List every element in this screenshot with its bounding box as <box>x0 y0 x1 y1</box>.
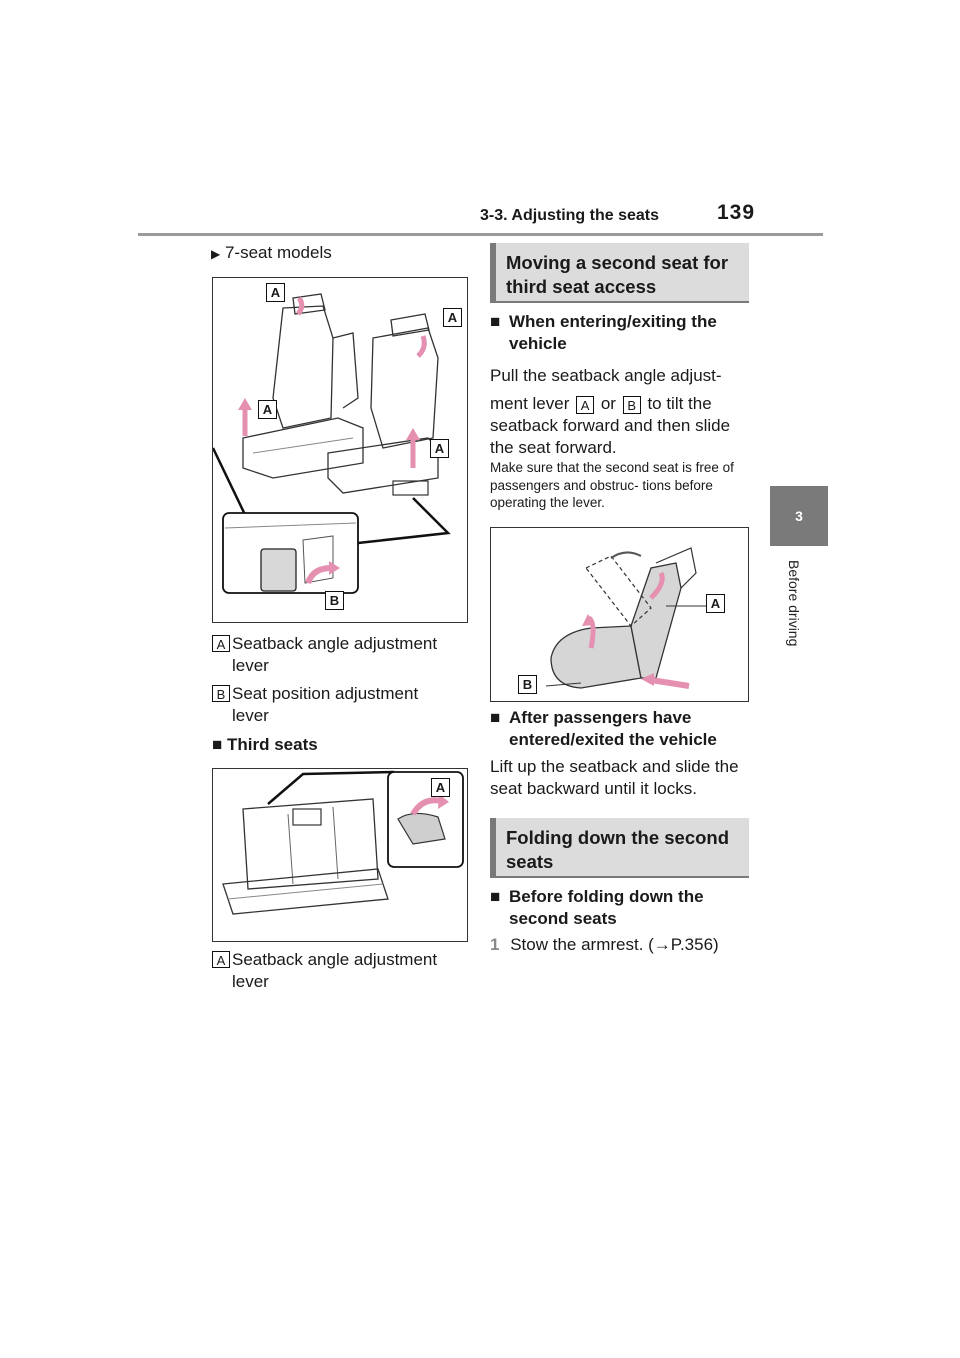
figure-label-a: A <box>258 400 277 419</box>
legend-key: B <box>212 685 230 702</box>
figure-third-seats <box>212 768 468 942</box>
third-row-illustration <box>213 769 466 940</box>
header-rule <box>138 233 823 236</box>
body-text: ment lever <box>490 394 570 413</box>
legend-key: A <box>212 951 230 968</box>
note-text: Make sure that the second seat is free of passengers and obstruc- tions before operating the lever. <box>490 460 734 510</box>
legend-text: Seat position adjustment lever <box>232 684 419 725</box>
bullet-heading <box>211 242 332 265</box>
subheading-third-seats <box>212 734 318 756</box>
section-heading: Moving a second seat for third seat access <box>490 243 749 303</box>
legend-item <box>212 633 472 675</box>
step-number: 1 <box>490 935 500 954</box>
legend-item <box>212 949 472 991</box>
body-text: or <box>600 394 616 413</box>
square-bullet-icon: ■ <box>212 735 223 754</box>
legend-key: A <box>212 635 230 652</box>
figure-label-b: B <box>325 591 344 610</box>
step-item <box>490 934 750 956</box>
subheading-text: Third seats <box>227 735 318 754</box>
square-bullet-icon: ■ <box>490 887 501 906</box>
subheading-text: After passengers have entered/exited the vehicle <box>509 708 717 749</box>
chapter-tab-label: Before driving <box>786 560 802 647</box>
subheading-text: Before folding down the second seats <box>509 887 704 928</box>
inline-key-b: B <box>623 396 641 414</box>
bullet-heading-text: 7-seat models <box>224 243 332 262</box>
body-line: seatback forward and then slide <box>490 416 731 435</box>
figure-second-seat-access <box>490 527 749 702</box>
section-heading: Folding down the second seats <box>490 818 749 878</box>
inline-key-a: A <box>576 396 594 414</box>
figure-label-b: B <box>518 675 537 694</box>
chapter-tab-number: 3 <box>795 508 803 524</box>
legend-item <box>212 683 472 725</box>
chapter-section-title: 3-3. Adjusting the seats <box>480 207 659 224</box>
body-paragraph <box>490 365 755 459</box>
figure-label-a: A <box>266 283 285 302</box>
figure-label-a: A <box>431 778 450 797</box>
triangle-bullet-icon: ▶ <box>211 247 221 261</box>
page-number: 139 <box>717 201 756 224</box>
figure-label-a: A <box>706 594 725 613</box>
body-paragraph: Lift up the seatback and slide the seat backward until it locks. <box>490 757 739 798</box>
square-bullet-icon: ■ <box>490 312 501 331</box>
legend-text: Seatback angle adjustment lever <box>232 634 438 675</box>
legend-text: Seatback angle adjustment lever <box>232 950 438 991</box>
subheading-text: When entering/exiting the vehicle <box>509 312 717 353</box>
figure-label-a: A <box>430 439 449 458</box>
body-line: the seat forward. <box>490 438 617 457</box>
square-bullet-icon: ■ <box>490 708 501 727</box>
figure-label-a: A <box>443 308 462 327</box>
step-text: Stow the armrest. (→P.356) <box>510 935 719 954</box>
body-line <box>490 393 755 415</box>
chapter-tab <box>770 486 828 546</box>
body-line: Pull the seatback angle adjust- <box>490 366 722 385</box>
body-text: to tilt the <box>647 394 712 413</box>
figure-seven-seat-models <box>212 277 468 623</box>
seat-illustration <box>213 278 466 621</box>
